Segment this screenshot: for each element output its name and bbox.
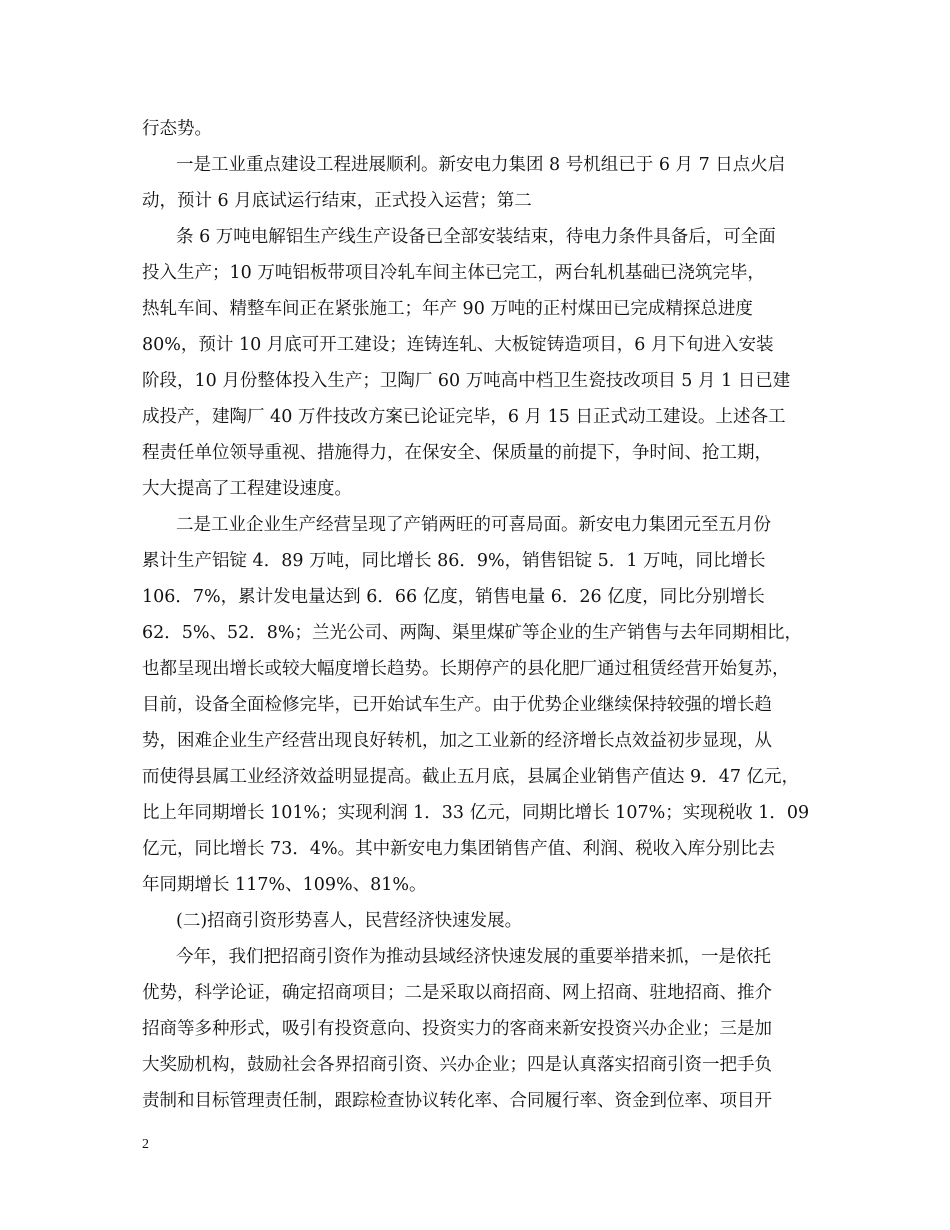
text-line: 累计生产铝锭 4．89 万吨，同比增长 86．9%，销售铝锭 5．1 万吨，同比增长 <box>142 551 766 571</box>
text-line: 责制和目标管理责任制，跟踪检查协议转化率、合同履行率、资金到位率、项目开 <box>142 1091 772 1111</box>
text-line: 年同期增长 117%、109%、81%。 <box>142 875 427 895</box>
text-line: 比上年同期增长 101%；实现利润 1．33 亿元，同期比增长 107%；实现税收 1．09 <box>142 803 810 823</box>
text-line: 程责任单位领导重视、措施得力，在保安全、保质量的前提下，争时间、抢工期， <box>142 443 772 463</box>
text-line: 招商等多种形式，吸引有投资意向、投资实力的客商来新安投资兴办企业；三是加 <box>142 1019 772 1039</box>
text-line: 成投产，建陶厂 40 万件技改方案已论证完毕，6 月 15 日正式动工建设。上述各工 <box>142 407 786 427</box>
text-line: 势，困难企业生产经营出现良好转机，加之工业新的经济增长点效益初步显现，从 <box>142 731 772 751</box>
text-line: 目前，设备全面检修完毕，已开始试车生产。由于优势企业继续保持较强的增长趋 <box>142 695 772 715</box>
paragraph-line: 条 6 万吨电解铝生产线生产设备已全部安装结束，待电力条件具备后，可全面 <box>176 227 776 247</box>
text-line: 行态势。 <box>142 119 212 139</box>
text-line: 投入生产；10 万吨铝板带项目冷轧车间主体已完工，两台轧机基础已浇筑完毕， <box>142 263 765 283</box>
text-line: 62．5%、52．8%；兰光公司、两陶、渠里煤矿等企业的生产销售与去年同期相比， <box>142 623 803 643</box>
text-line: 动，预计 6 月底试运行结束，正式投入运营；第二 <box>142 191 532 211</box>
text-line: 热轧车间、精整车间正在紧张施工；年产 90 万吨的正村煤田已完成精探总进度 <box>142 299 753 319</box>
text-line: 优势，科学论证，确定招商项目；二是采取以商招商、网上招商、驻地招商、推介 <box>142 983 772 1003</box>
text-line: 亿元，同比增长 73．4%。其中新安电力集团销售产值、利润、税收入库分别比去 <box>142 839 776 859</box>
paragraph-line: 今年，我们把招商引资作为推动县域经济快速发展的重要举措来抓，一是依托 <box>176 947 771 967</box>
text-line: 而使得县属工业经济效益明显提高。截止五月底，县属企业销售产值达 9．47 亿元， <box>142 767 800 787</box>
paragraph-line: 一是工业重点建设工程进展顺利。新安电力集团 8 号机组已于 6 月 7 日点火启 <box>176 155 786 175</box>
text-line: 阶段，10 月份整体投入生产；卫陶厂 60 万吨高中档卫生瓷技改项目 5 月 1 日已建 <box>142 371 791 391</box>
paragraph-line: 二是工业企业生产经营呈现了产销两旺的可喜局面。新安电力集团元至五月份 <box>176 515 771 535</box>
text-line: 大奖励机构，鼓励社会各界招商引资、兴办企业；四是认真落实招商引资一把手负 <box>142 1055 772 1075</box>
text-line: 也都呈现出增长或较大幅度增长趋势。长期停产的县化肥厂通过租赁经营开始复苏， <box>142 659 790 679</box>
page-number: 2 <box>142 1137 149 1152</box>
text-line: 大大提高了工程建设速度。 <box>142 479 352 499</box>
text-line: 80%，预计 10 月底可开工建设；连铸连轧、大板锭铸造项目，6 月下旬进入安装 <box>142 335 774 355</box>
section-heading: (二)招商引资形势喜人，民营经济快速发展。 <box>176 911 523 931</box>
text-line: 106．7%，累计发电量达到 6．66 亿度，销售电量 6．26 亿度，同比分别增长 <box>142 587 765 607</box>
